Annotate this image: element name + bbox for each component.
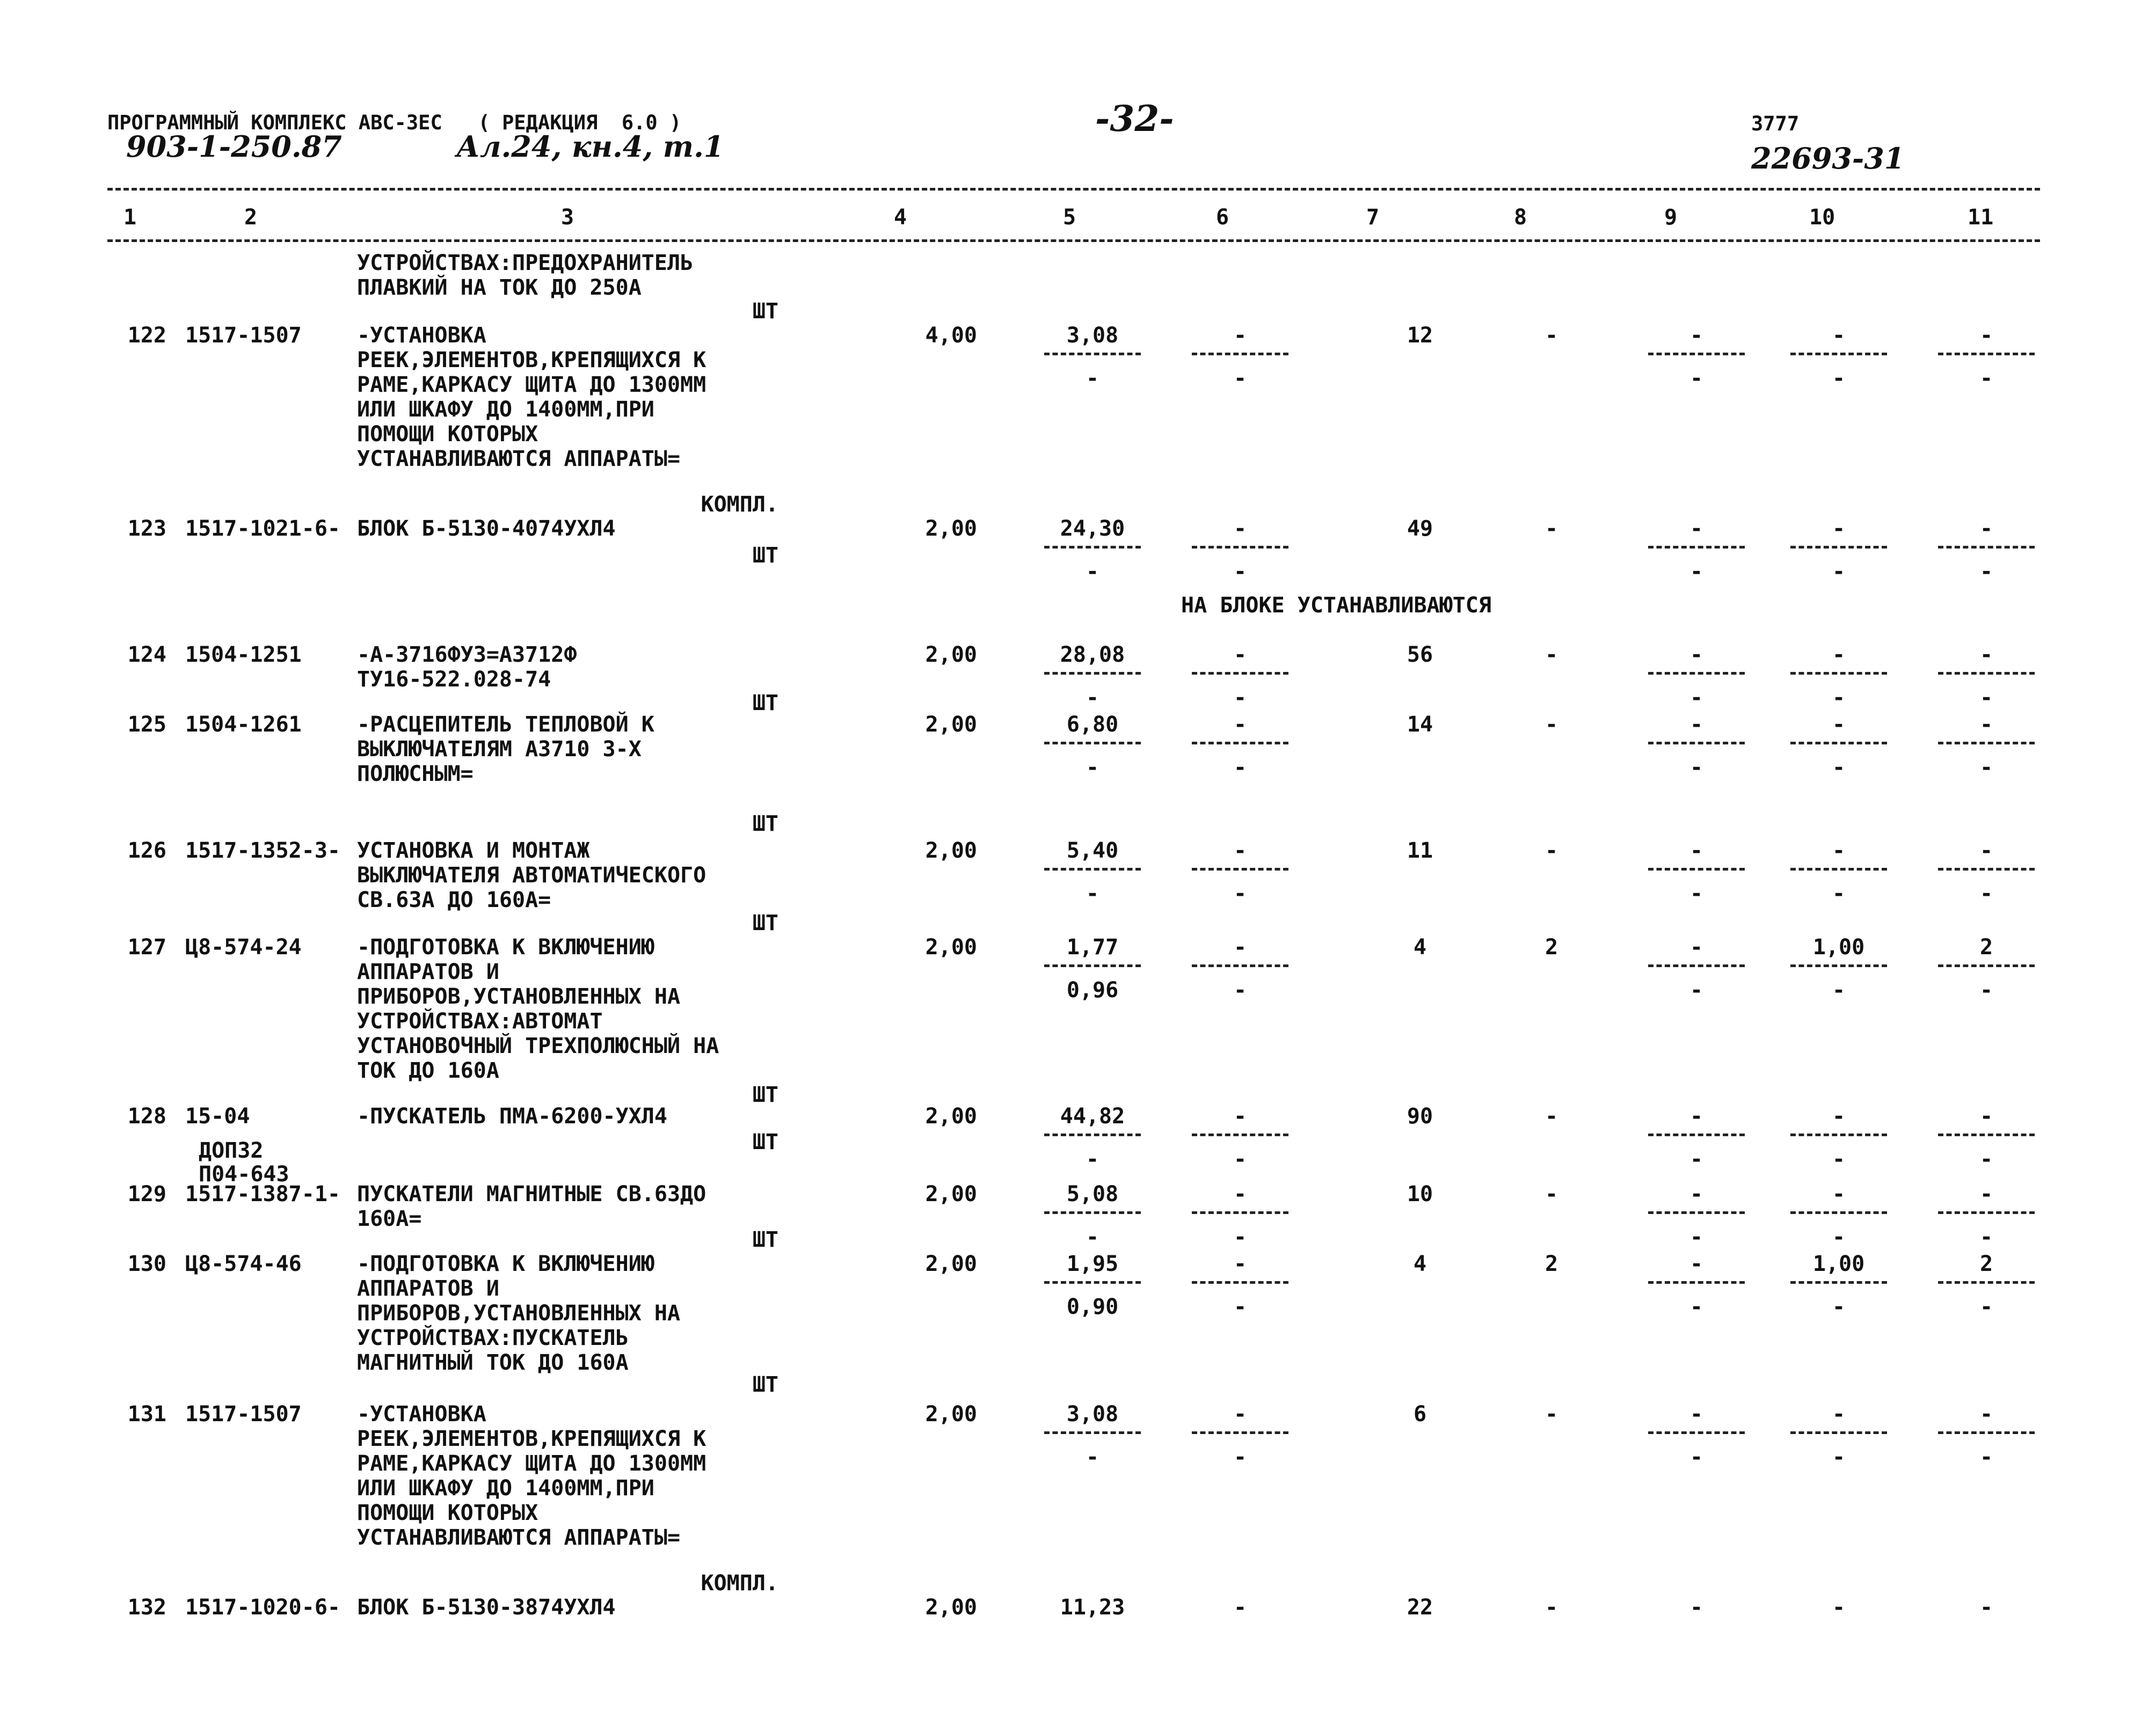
col-header-6: 6 — [1216, 205, 1229, 230]
row-value-divider-c9 — [1648, 964, 1745, 967]
row-quantity: 2,00 — [925, 1402, 977, 1427]
row-value-c6: - — [1233, 516, 1247, 541]
row-code: Ц8-574-24 — [185, 935, 302, 960]
col-header-8: 8 — [1514, 205, 1527, 230]
row-value-c10: - — [1832, 516, 1846, 541]
row-value-c9: - — [1689, 935, 1703, 960]
row-value-c11: - — [1979, 323, 1993, 348]
col-header-10: 10 — [1809, 205, 1835, 230]
row-value-divider-c5 — [1044, 546, 1141, 549]
row-value-c7: 22 — [1407, 1595, 1433, 1620]
row-unit: ШТ — [752, 811, 778, 836]
row-value-c8: 2 — [1545, 935, 1558, 960]
row-number: 126 — [127, 838, 166, 863]
row-quantity: 2,00 — [925, 1595, 977, 1620]
col-header-1: 1 — [123, 205, 137, 230]
row-value-c5-bottom: - — [1086, 685, 1099, 710]
row-number: 125 — [127, 712, 166, 737]
row-value-c8: 2 — [1545, 1252, 1558, 1276]
row-value-divider-c6 — [1192, 868, 1288, 871]
row-number: 123 — [127, 516, 166, 541]
row-value-c11-bottom: - — [1979, 685, 1993, 710]
row-value-divider-c6 — [1192, 353, 1288, 355]
row-value-c6-bottom: - — [1233, 881, 1247, 906]
row-description-line: АППАРАТОВ И — [357, 960, 499, 984]
row-value-c9: - — [1689, 712, 1703, 737]
row-description-line: ВЫКЛЮЧАТЕЛЯМ А3710 3-Х — [357, 737, 642, 762]
row-value-divider-c10 — [1790, 1134, 1887, 1136]
row-value-divider-c6 — [1192, 1134, 1288, 1136]
row-unit: ШТ — [752, 1372, 778, 1397]
row-value-c10-bottom: - — [1832, 366, 1846, 391]
row-description-line: 160А= — [357, 1207, 422, 1231]
row-value-c6-bottom: - — [1233, 366, 1247, 391]
row-value-c11-bottom: - — [1979, 1295, 1993, 1319]
row-value-c5: 1,95 — [1066, 1252, 1119, 1276]
row-value-c10-bottom: - — [1832, 881, 1846, 906]
row-value-c9: - — [1689, 1182, 1703, 1207]
row-value-c7: 6 — [1413, 1402, 1427, 1427]
row-unit: ШТ — [752, 1083, 778, 1107]
row-value-c11: - — [1979, 838, 1993, 863]
row-value-c11: 2 — [1979, 935, 1993, 960]
row-value-c7: 4 — [1413, 1252, 1427, 1276]
col-header-2: 2 — [244, 205, 258, 230]
row-value-c9-bottom: - — [1689, 685, 1703, 710]
row-value-c5: 11,23 — [1060, 1595, 1125, 1620]
row-value-c7: 14 — [1407, 712, 1433, 737]
code-128-extension-1: ДОП32 — [199, 1138, 264, 1163]
row-value-c10-bottom: - — [1832, 559, 1846, 584]
row-value-c9-bottom: - — [1689, 1225, 1703, 1249]
row-value-c9: - — [1689, 642, 1703, 667]
row-code: 1517-1021-6- — [185, 516, 340, 541]
row-quantity: 4,00 — [925, 323, 977, 348]
row-value-divider-c9 — [1648, 353, 1745, 355]
row-value-c5-bottom: - — [1086, 1445, 1099, 1469]
row-value-c11: - — [1979, 1104, 1993, 1129]
row-value-divider-c5 — [1044, 742, 1141, 744]
row-value-c10-bottom: - — [1832, 1147, 1846, 1172]
row-value-divider-c11 — [1938, 353, 2035, 355]
row-value-divider-c5 — [1044, 672, 1141, 675]
row-value-c9: - — [1689, 1595, 1703, 1620]
row-description-line: РАМЕ,КАРКАСУ ЩИТА ДО 1300ММ — [357, 1451, 706, 1476]
row-description-line: -УСТАНОВКА — [357, 323, 486, 348]
row-value-c5: 28,08 — [1060, 642, 1125, 667]
row-description-line: УСТАНАВЛИВАЮТСЯ АППАРАТЫ= — [357, 447, 681, 471]
row-description-line: -А-3716ФУЗ=А3712Ф — [357, 642, 577, 667]
row-value-c9-bottom: - — [1689, 755, 1703, 780]
row-value-c11-bottom: - — [1979, 1445, 1993, 1469]
row-unit: ШТ — [752, 1227, 778, 1252]
row-value-c6-bottom: - — [1233, 559, 1247, 584]
row-value-c10: - — [1832, 1104, 1846, 1129]
row-value-c9: - — [1689, 1402, 1703, 1427]
row-value-c9-bottom: - — [1689, 559, 1703, 584]
row-value-c6-bottom: - — [1233, 1147, 1247, 1172]
row-description-line: ПРИБОРОВ,УСТАНОВЛЕННЫХ НА — [357, 984, 681, 1009]
col-header-5: 5 — [1063, 205, 1076, 230]
row-description-line: ПОМОЩИ КОТОРЫХ — [357, 1501, 538, 1525]
row-value-divider-c9 — [1648, 1431, 1745, 1434]
row-description-line: АППАРАТОВ И — [357, 1276, 499, 1301]
row-value-c6: - — [1233, 323, 1247, 348]
row-value-c5-bottom: - — [1086, 1147, 1099, 1172]
row-number: 130 — [127, 1252, 166, 1276]
row-value-c5: 24,30 — [1060, 516, 1125, 541]
row-value-c11-bottom: - — [1979, 366, 1993, 391]
row-number: 122 — [127, 323, 166, 348]
row-value-c11: - — [1979, 712, 1993, 737]
row-value-c11: - — [1979, 1595, 1993, 1620]
row-description-line: ВЫКЛЮЧАТЕЛЯ АВТОМАТИЧЕСКОГО — [357, 863, 706, 888]
row-value-c5-bottom: - — [1086, 559, 1099, 584]
row-unit: ШТ — [752, 691, 778, 715]
block-note: НА БЛОКЕ УСТАНАВЛИВАЮТСЯ — [1181, 593, 1491, 618]
row-value-c8: - — [1545, 1595, 1558, 1620]
col-header-4: 4 — [894, 205, 907, 230]
row-number: 124 — [127, 642, 166, 667]
row-quantity: 2,00 — [925, 642, 977, 667]
row-value-c10: - — [1832, 1182, 1846, 1207]
row-quantity: 2,00 — [925, 516, 977, 541]
row-number: 128 — [127, 1104, 166, 1129]
row-value-divider-c11 — [1938, 868, 2035, 871]
row-value-c5: 3,08 — [1066, 323, 1119, 348]
row-value-c10-bottom: - — [1832, 978, 1846, 1003]
row-quantity: 2,00 — [925, 1182, 977, 1207]
row-unit: ШТ — [752, 299, 778, 324]
row-value-c5: 3,08 — [1066, 1402, 1119, 1427]
row-value-c9: - — [1689, 516, 1703, 541]
archive-number: 22693-31 — [1751, 141, 1905, 176]
row-value-divider-c10 — [1790, 546, 1887, 549]
row-description-line: УСТАНАВЛИВАЮТСЯ АППАРАТЫ= — [357, 1525, 681, 1550]
row-description-line: РЕЕК,ЭЛЕМЕНТОВ,КРЕПЯЩИХСЯ К — [357, 348, 706, 372]
row-value-c5-bottom: - — [1086, 1225, 1099, 1249]
row-value-c7: 4 — [1413, 935, 1427, 960]
code-128-extension-2: П04-643 — [199, 1162, 289, 1187]
row-value-c8: - — [1545, 642, 1558, 667]
row-description-line: ПУСКАТЕЛИ МАГНИТНЫЕ СВ.63ДО — [357, 1182, 706, 1207]
row-quantity: 2,00 — [925, 712, 977, 737]
row-value-c10-bottom: - — [1832, 755, 1846, 780]
row-quantity: 2,00 — [925, 935, 977, 960]
sheet-reference: Ал.24, кн.4, т.1 — [456, 129, 724, 164]
row-value-c6: - — [1233, 838, 1247, 863]
row-value-divider-c11 — [1938, 672, 2035, 675]
row-value-c9: - — [1689, 323, 1703, 348]
row-value-c6: - — [1233, 712, 1247, 737]
row-value-c6: - — [1233, 1182, 1247, 1207]
row-description-line: БЛОК Б-5130-4074УХЛ4 — [357, 516, 616, 541]
row-value-c11-bottom: - — [1979, 978, 1993, 1003]
row-value-divider-c11 — [1938, 1431, 2035, 1434]
row-value-divider-c10 — [1790, 353, 1887, 355]
row-unit: ШТ — [752, 1130, 778, 1154]
row-value-c7: 10 — [1407, 1182, 1433, 1207]
row-quantity: 2,00 — [925, 1104, 977, 1129]
row-value-divider-c11 — [1938, 546, 2035, 549]
doc-number: 3777 — [1751, 112, 1800, 135]
row-value-c6-bottom: - — [1233, 685, 1247, 710]
row-value-divider-c11 — [1938, 1211, 2035, 1214]
row-value-divider-c9 — [1648, 672, 1745, 675]
row-value-c10-bottom: - — [1832, 1445, 1846, 1469]
row-value-c6-bottom: - — [1233, 755, 1247, 780]
row-value-divider-c9 — [1648, 868, 1745, 871]
row-value-c9-bottom: - — [1689, 978, 1703, 1003]
row-number: 129 — [127, 1182, 166, 1207]
row-number: 132 — [127, 1595, 166, 1620]
row-value-c6: - — [1233, 1595, 1247, 1620]
row-value-divider-c6 — [1192, 672, 1288, 675]
top-rule — [107, 188, 2040, 191]
row-description-line: СВ.63А ДО 160А= — [357, 888, 551, 912]
row-value-c5: 1,77 — [1066, 935, 1119, 960]
row-unit: КОМПЛ. — [701, 492, 778, 517]
row-value-divider-c6 — [1192, 964, 1288, 967]
row-value-c5-bottom: 0,96 — [1066, 978, 1119, 1003]
row-value-c6-bottom: - — [1233, 1295, 1247, 1319]
row-value-c9: - — [1689, 1252, 1703, 1276]
row-value-c11: 2 — [1979, 1252, 1993, 1276]
row-value-c10: - — [1832, 1595, 1846, 1620]
row-value-divider-c10 — [1790, 1281, 1887, 1284]
row-value-c9-bottom: - — [1689, 1147, 1703, 1172]
row-value-c5-bottom: - — [1086, 755, 1099, 780]
row-value-c10-bottom: - — [1832, 1295, 1846, 1319]
row-description-line: -ПОДГОТОВКА К ВКЛЮЧЕНИЮ — [357, 935, 654, 960]
col-header-11: 11 — [1968, 205, 1994, 230]
row-value-divider-c9 — [1648, 1134, 1745, 1136]
row-description-line: -ПОДГОТОВКА К ВКЛЮЧЕНИЮ — [357, 1252, 654, 1276]
row-description-line: РЕЕК,ЭЛЕМЕНТОВ,КРЕПЯЩИХСЯ К — [357, 1427, 706, 1451]
row-value-c8: - — [1545, 1104, 1558, 1129]
col-header-9: 9 — [1664, 205, 1678, 230]
row-unit: КОМПЛ. — [701, 1571, 778, 1596]
row-value-c11-bottom: - — [1979, 559, 1993, 584]
row-value-c8: - — [1545, 1402, 1558, 1427]
row-description-line: ПОЛЮСНЫМ= — [357, 762, 474, 786]
row-description-line: УСТРОЙСТВАХ:АВТОМАТ — [357, 1009, 603, 1034]
row-value-c10-bottom: - — [1832, 685, 1846, 710]
row-value-divider-c6 — [1192, 1211, 1288, 1214]
row-value-c5-bottom: - — [1086, 366, 1099, 391]
row-value-divider-c9 — [1648, 1281, 1745, 1284]
row-value-divider-c11 — [1938, 1281, 2035, 1284]
row-value-c10: 1,00 — [1812, 1252, 1865, 1276]
row-value-c6: - — [1233, 1252, 1247, 1276]
row-value-divider-c6 — [1192, 742, 1288, 744]
row-quantity: 2,00 — [925, 838, 977, 863]
row-description-line: -УСТАНОВКА — [357, 1402, 486, 1427]
row-value-divider-c5 — [1044, 1281, 1141, 1284]
row-value-divider-c10 — [1790, 964, 1887, 967]
row-value-divider-c5 — [1044, 964, 1141, 967]
row-value-c7: 11 — [1407, 838, 1433, 863]
row-description-line: -ПУСКАТЕЛЬ ПМА-6200-УХЛ4 — [357, 1104, 667, 1129]
row-value-c5: 5,40 — [1066, 838, 1119, 863]
row-value-c10: - — [1832, 323, 1846, 348]
row-value-c8: - — [1545, 1182, 1558, 1207]
row-value-divider-c5 — [1044, 353, 1141, 355]
col-header-7: 7 — [1366, 205, 1380, 230]
row-description-line: ИЛИ ШКАФУ ДО 1400ММ,ПРИ — [357, 397, 654, 422]
row-value-c10: - — [1832, 642, 1846, 667]
row-code: 1504-1251 — [185, 642, 302, 667]
row-number: 131 — [127, 1402, 166, 1427]
row-code: 1517-1020-6- — [185, 1595, 340, 1620]
row-value-divider-c5 — [1044, 1134, 1141, 1136]
row-description-line: ПОМОЩИ КОТОРЫХ — [357, 422, 538, 447]
row-value-divider-c9 — [1648, 546, 1745, 549]
row-value-c6-bottom: - — [1233, 1445, 1247, 1469]
row-value-c6-bottom: - — [1233, 1225, 1247, 1249]
row-value-c10: 1,00 — [1812, 935, 1865, 960]
row-value-divider-c10 — [1790, 868, 1887, 871]
row-value-divider-c10 — [1790, 742, 1887, 744]
row-value-c9-bottom: - — [1689, 1445, 1703, 1469]
row-value-c8: - — [1545, 323, 1558, 348]
project-code: 903-1-250.87 — [126, 129, 342, 164]
row-value-c6: - — [1233, 642, 1247, 667]
row-description-line: ПРИБОРОВ,УСТАНОВЛЕННЫХ НА — [357, 1301, 681, 1326]
row-value-divider-c6 — [1192, 1281, 1288, 1284]
row-description-line: ИЛИ ШКАФУ ДО 1400ММ,ПРИ — [357, 1476, 654, 1501]
row-value-c7: 90 — [1407, 1104, 1433, 1129]
row-code: 1517-1352-3- — [185, 838, 340, 863]
row-value-c11-bottom: - — [1979, 881, 1993, 906]
header-rule — [107, 239, 2040, 242]
row-value-c6: - — [1233, 935, 1247, 960]
row-value-c10: - — [1832, 838, 1846, 863]
row-value-c11-bottom: - — [1979, 755, 1993, 780]
row-description-line: ТОК ДО 160А — [357, 1058, 499, 1083]
row-code: 1517-1507 — [185, 1402, 302, 1427]
col-header-3: 3 — [561, 205, 574, 230]
row-value-c11: - — [1979, 1402, 1993, 1427]
row-value-c10-bottom: - — [1832, 1225, 1846, 1249]
row-value-c11-bottom: - — [1979, 1147, 1993, 1172]
row-code: Ц8-574-46 — [185, 1252, 302, 1276]
row-value-divider-c9 — [1648, 1211, 1745, 1214]
row-value-c9: - — [1689, 1104, 1703, 1129]
row-value-c11: - — [1979, 516, 1993, 541]
row-value-c7: 12 — [1407, 323, 1433, 348]
row-value-divider-c5 — [1044, 868, 1141, 871]
row-value-divider-c6 — [1192, 546, 1288, 549]
row-quantity: 2,00 — [925, 1252, 977, 1276]
row-description-line: МАГНИТНЫЙ ТОК ДО 160А — [357, 1350, 629, 1375]
row-value-c8: - — [1545, 712, 1558, 737]
row-value-c11-bottom: - — [1979, 1225, 1993, 1249]
row-value-c8: - — [1545, 838, 1558, 863]
row-value-c10: - — [1832, 712, 1846, 737]
program-line: ПРОГРАММНЫЙ КОМПЛЕКС АВС-ЗЕС ( РЕДАКЦИЯ 6.0 ) — [107, 111, 682, 134]
row-value-divider-c5 — [1044, 1211, 1141, 1214]
row-description-line: ПЛАВКИЙ НА ТОК ДО 250А — [357, 275, 642, 300]
row-unit: ШТ — [752, 911, 778, 935]
row-value-divider-c10 — [1790, 672, 1887, 675]
row-value-c6-bottom: - — [1233, 978, 1247, 1003]
row-value-c9: - — [1689, 838, 1703, 863]
row-description-line: УСТРОЙСТВАХ:ПУСКАТЕЛЬ — [357, 1326, 629, 1350]
row-value-divider-c11 — [1938, 964, 2035, 967]
row-value-c9-bottom: - — [1689, 366, 1703, 391]
row-value-c7: 56 — [1407, 642, 1433, 667]
row-value-c11: - — [1979, 1182, 1993, 1207]
row-value-divider-c10 — [1790, 1431, 1887, 1434]
row-value-c5-bottom: 0,90 — [1066, 1295, 1119, 1319]
row-value-divider-c5 — [1044, 1431, 1141, 1434]
row-code: 1504-1261 — [185, 712, 302, 737]
row-value-c11: - — [1979, 642, 1993, 667]
row-value-c10: - — [1832, 1402, 1846, 1427]
row-description-line: БЛОК Б-5130-3874УХЛ4 — [357, 1595, 616, 1620]
row-value-c7: 49 — [1407, 516, 1433, 541]
row-value-divider-c11 — [1938, 742, 2035, 744]
row-description-line: РАМЕ,КАРКАСУ ЩИТА ДО 1300ММ — [357, 372, 706, 397]
row-value-c5: 6,80 — [1066, 712, 1119, 737]
row-description-line: ТУ16-522.028-74 — [357, 667, 551, 692]
row-description-line: УСТРОЙСТВАХ:ПРЕДОХРАНИТЕЛЬ — [357, 251, 694, 275]
row-value-c9-bottom: - — [1689, 881, 1703, 906]
row-number: 127 — [127, 935, 166, 960]
row-description-line: УСТАНОВКА И МОНТАЖ — [357, 838, 590, 863]
row-description-line: -РАСЦЕПИТЕЛЬ ТЕПЛОВОЙ К — [357, 712, 654, 737]
row-value-divider-c9 — [1648, 742, 1745, 744]
row-code: 15-04 — [185, 1104, 250, 1129]
row-value-divider-c11 — [1938, 1134, 2035, 1136]
row-value-c9-bottom: - — [1689, 1295, 1703, 1319]
row-value-divider-c6 — [1192, 1431, 1288, 1434]
row-value-c5-bottom: - — [1086, 881, 1099, 906]
row-description-line: УСТАНОВОЧНЫЙ ТРЕХПОЛЮСНЫЙ НА — [357, 1034, 719, 1058]
row-value-c5: 44,82 — [1060, 1104, 1125, 1129]
row-value-c5: 5,08 — [1066, 1182, 1119, 1207]
row-value-c6: - — [1233, 1104, 1247, 1129]
page-number: -32- — [1095, 98, 1174, 140]
row-code: 1517-1507 — [185, 323, 302, 348]
row-value-c6: - — [1233, 1402, 1247, 1427]
row-value-divider-c10 — [1790, 1211, 1887, 1214]
row-code: 1517-1387-1- — [185, 1182, 340, 1207]
row-value-c8: - — [1545, 516, 1558, 541]
row-unit: ШТ — [752, 543, 778, 568]
